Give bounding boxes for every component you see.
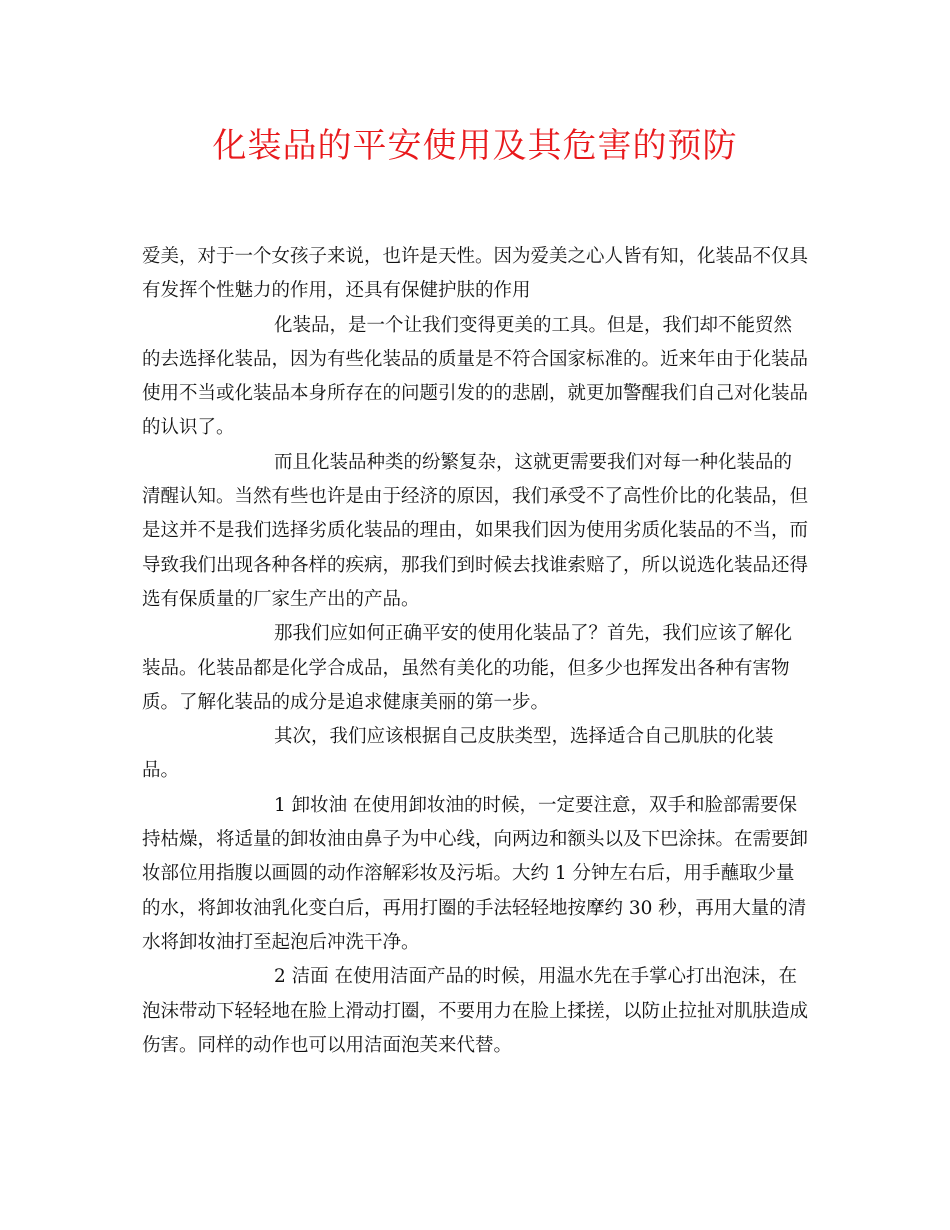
paragraph-intro: 爱美，对于一个女孩子来说，也许是天性。因为爱美之心人皆有知，化装品不仅具有发挥个性魅力的作用，还具有保健护肤的作用 bbox=[142, 246, 809, 302]
paragraph-cosmetics-tool: 化装品，是一个让我们变得更美的工具。但是，我们却不能贸然的去选择化装品，因为有些化装品的质量是不符合国家标准的。近来年由于化装品使用不当或化装品本身所存在的问题引发的的悲剧，就更加警醒我们自己对化装品的认识了。 bbox=[142, 314, 809, 439]
paragraph-skin-type: 其次，我们应该根据自己皮肤类型，选择适合自己肌肤的化装品。 bbox=[142, 726, 774, 782]
paragraph-makeup-remover: 1 卸妆油 在使用卸妆油的时候，一定要注意，双手和脸部需要保持枯燥，将适量的卸妆油由鼻子为中心线，向两边和额头以及下巴涂抹。在需要卸妆部位用指腹以画圆的动作溶解彩妆及污垢。大约 1 分钟左右后，用手蘸取少量的水，将卸妆油乳化变白后，再用打圈的手法轻轻地按摩约 30 秒，再用大量的清水将卸妆油打至起泡后冲洗干净。 bbox=[142, 794, 809, 953]
document-title: 化装品的平安使用及其危害的预防 bbox=[212, 126, 738, 166]
paragraph-how-to-use: 那我们应如何正确平安的使用化装品了？首先，我们应该了解化装品。化装品都是化学合成品，虽然有美化的功能，但多少也挥发出各种有害物质。了解化装品的成分是追求健康美丽的第一步。 bbox=[142, 623, 793, 713]
paragraph-cleansing: 2 洁面 在使用洁面产品的时候，用温水先在手掌心打出泡沫，在泡沫带动下轻轻地在脸上滑动打圈，不要用力在脸上揉搓，以防止拉扯对肌肤造成伤害。同样的动作也可以用洁面泡芙来代替。 bbox=[142, 966, 809, 1056]
paragraph-variety: 而且化装品种类的纷繁复杂，这就更需要我们对每一种化装品的清醒认知。当然有些也许是由于经济的原因，我们承受不了高性价比的化装品，但是这并不是我们选择劣质化装品的理由，如果我们因为使用劣质化装品的不当，而导致我们出现各种各样的疾病，那我们到时候去找谁索赔了，所以说选化装品还得选有保质量的厂家生产出的产品。 bbox=[142, 451, 809, 610]
document-body bbox=[142, 240, 810, 1063]
